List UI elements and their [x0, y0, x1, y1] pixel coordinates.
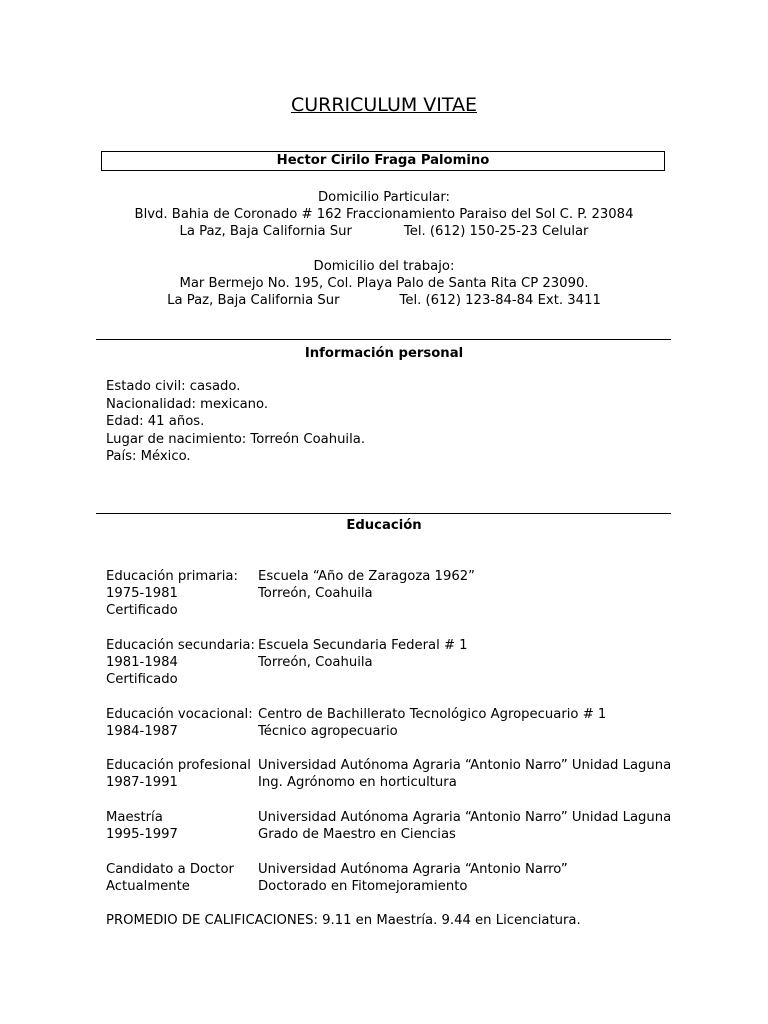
education-institution: Escuela Secundaria Federal # 1 — [258, 638, 468, 653]
education-location: Torreón, Coahuila — [258, 655, 373, 670]
education-level: Candidato a Doctor — [106, 862, 234, 877]
education-years: 1981-1984 — [106, 655, 178, 670]
page-title: CURRICULUM VITAE — [290, 94, 478, 116]
home-address-city: La Paz, Baja California Sur — [179, 224, 352, 239]
name-box — [101, 151, 665, 171]
education-degree: Grado de Maestro en Ciencias — [258, 827, 456, 842]
grade-average: PROMEDIO DE CALIFICACIONES: 9.11 en Maestría. 9.44 en Licenciatura. — [106, 913, 581, 928]
education-years: 1995-1997 — [106, 827, 178, 842]
work-address-phone: Tel. (612) 123-84-84 Ext. 3411 — [399, 293, 601, 308]
education-level: Maestría — [106, 810, 163, 825]
education-years: 1975-1981 — [106, 586, 178, 601]
education-heading: Educación — [346, 518, 422, 533]
education-institution: Universidad Autónoma Agraria “Antonio Narro” — [258, 862, 568, 877]
personal-info-heading: Información personal — [304, 346, 464, 361]
work-address-line: Mar Bermejo No. 195, Col. Playa Palo de Santa Rita CP 23090. — [179, 276, 589, 291]
personal-info-item: Lugar de nacimiento: Torreón Coahuila. — [106, 431, 366, 447]
full-name: Hector Cirilo Fraga Palomino — [276, 153, 490, 168]
personal-info-item: País: México. — [106, 449, 191, 464]
education-institution: Centro de Bachillerato Tecnológico Agropecuario # 1 — [258, 707, 607, 722]
education-level: Educación vocacional: — [106, 707, 253, 722]
education-level: Educación secundaria: — [106, 638, 255, 653]
section-divider — [96, 513, 671, 514]
personal-info-item: Edad: 41 años. — [106, 414, 205, 429]
education-credential: Certificado — [106, 672, 178, 687]
work-address-block — [0, 258, 768, 309]
education-years: 1984-1987 — [106, 724, 178, 739]
education-institution: Universidad Autónoma Agraria “Antonio Narro” Unidad Laguna — [258, 810, 672, 825]
education-degree: Doctorado en Fitomejoramiento — [258, 879, 468, 894]
education-level: Educación profesional — [106, 758, 251, 773]
home-address-phone: Tel. (612) 150-25-23 Celular — [403, 224, 589, 239]
personal-info-list — [106, 378, 365, 466]
education-status: Actualmente — [106, 879, 190, 894]
home-address-city-row — [0, 223, 768, 240]
personal-info-item: Nacionalidad: mexicano. — [106, 396, 269, 412]
education-years: 1987-1991 — [106, 775, 178, 790]
work-address-heading: Domicilio del trabajo: — [313, 259, 455, 274]
home-address-line: Blvd. Bahia de Coronado # 162 Fraccionamiento Paraiso del Sol C. P. 23084 — [134, 207, 634, 222]
education-location: Torreón, Coahuila — [258, 586, 373, 601]
education-institution: Universidad Autónoma Agraria “Antonio Narro” Unidad Laguna — [258, 758, 672, 773]
home-address-block — [0, 189, 768, 240]
work-address-city: La Paz, Baja California Sur — [167, 293, 340, 308]
education-level: Educación primaria: — [106, 569, 238, 584]
education-degree: Técnico agropecuario — [258, 724, 398, 739]
section-divider — [96, 339, 671, 340]
education-credential: Certificado — [106, 603, 178, 618]
personal-info-item: Estado civil: casado. — [106, 379, 241, 394]
work-address-city-row — [0, 292, 768, 309]
education-institution: Escuela “Año de Zaragoza 1962” — [258, 569, 475, 584]
home-address-heading: Domicilio Particular: — [318, 190, 450, 205]
education-degree: Ing. Agrónomo en horticultura — [258, 775, 457, 790]
